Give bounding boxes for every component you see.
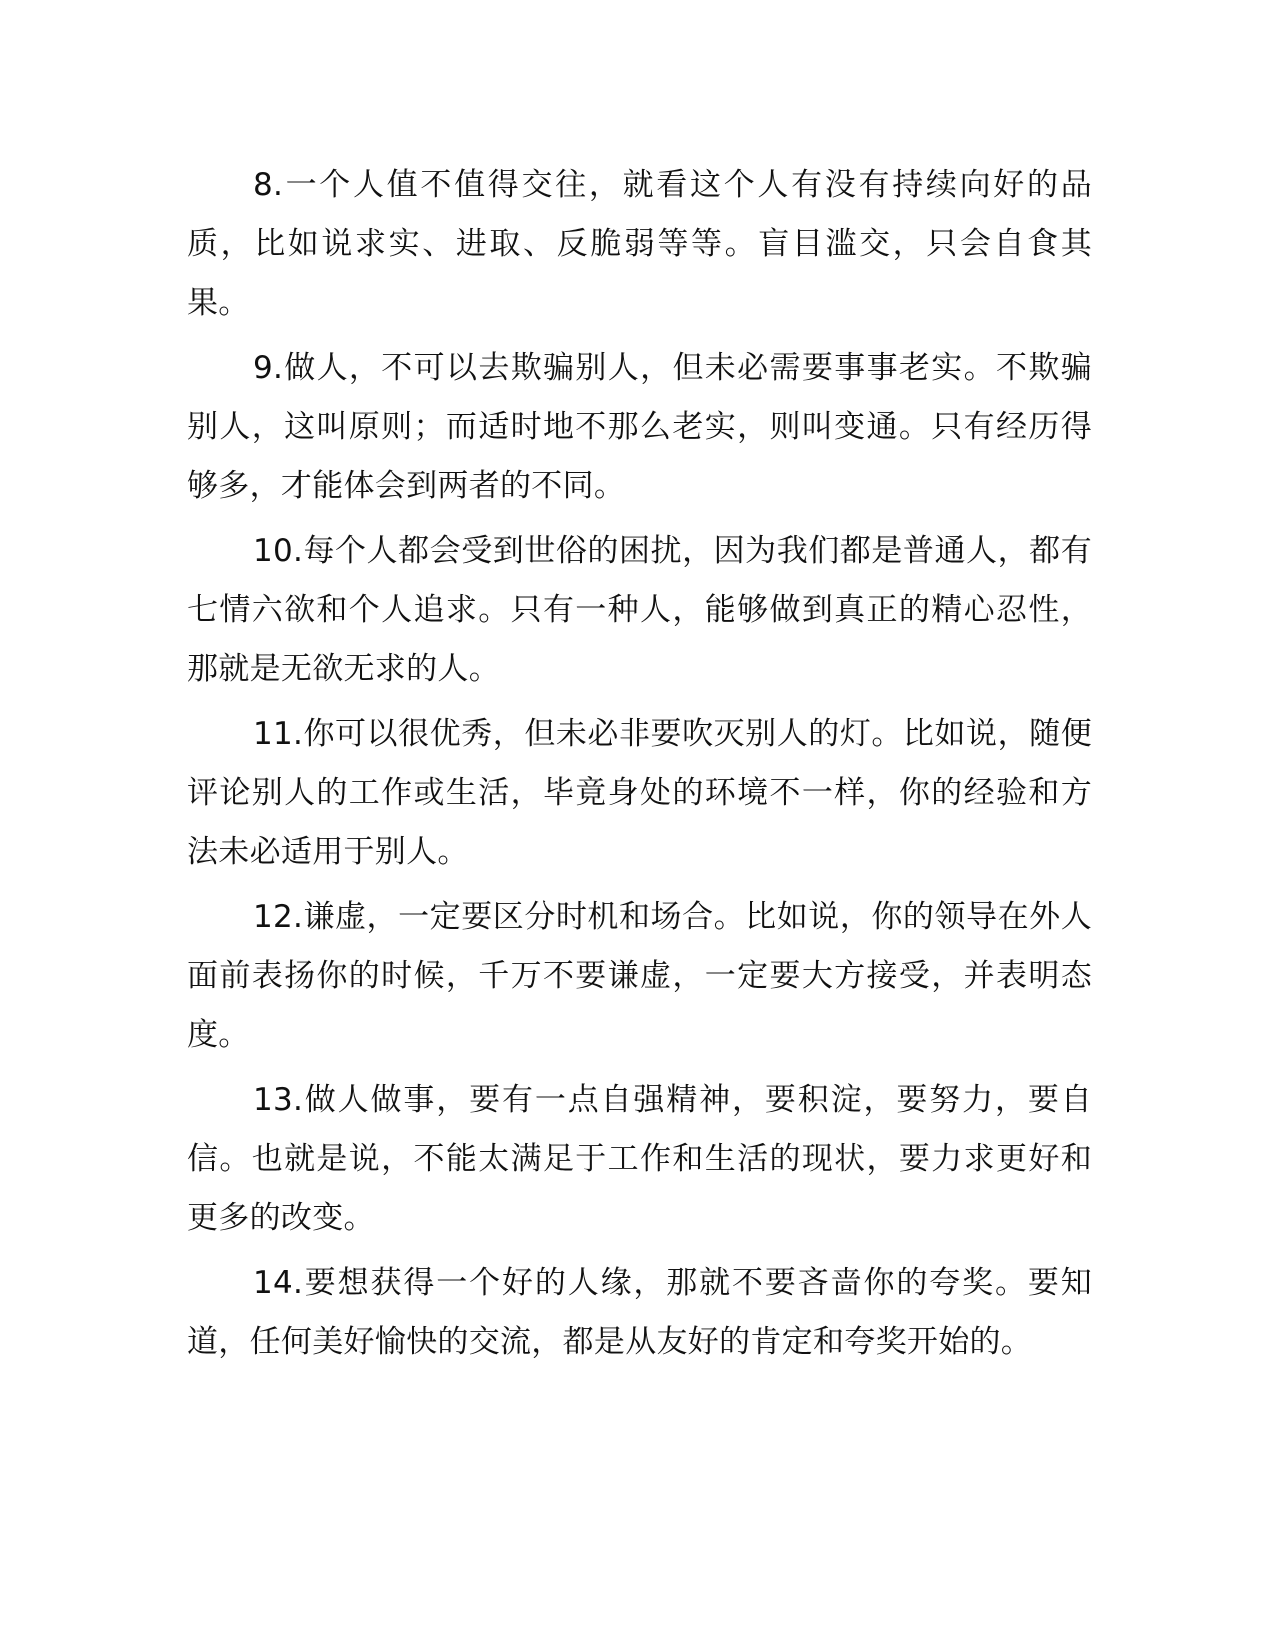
paragraph-10: 10.每个人都会受到世俗的困扰，因为我们都是普通人，都有七情六欲和个人追求。只有一种人，能够做到真正的精心忍性，那就是无欲无求的人。 xyxy=(187,533,1092,687)
document-body xyxy=(187,156,1092,1378)
paragraph-13: 13.做人做事，要有一点自强精神，要积淀，要努力，要自信。也就是说，不能太满足于工作和生活的现状，要力求更好和更多的改变。 xyxy=(187,1082,1092,1236)
paragraph-14: 14.要想获得一个好的人缘，那就不要吝啬你的夸奖。要知道，任何美好愉快的交流，都是从友好的肯定和夸奖开始的。 xyxy=(187,1265,1092,1360)
paragraph-12: 12.谦虚，一定要区分时机和场合。比如说，你的领导在外人面前表扬你的时候，千万不要谦虚，一定要大方接受，并表明态度。 xyxy=(187,899,1092,1053)
paragraph-11: 11.你可以很优秀，但未必非要吹灭别人的灯。比如说，随便评论别人的工作或生活，毕竟身处的环境不一样，你的经验和方法未必适用于别人。 xyxy=(187,716,1092,870)
paragraph-9: 9.做人，不可以去欺骗别人，但未必需要事事老实。不欺骗别人，这叫原则；而适时地不那么老实，则叫变通。只有经历得够多，才能体会到两者的不同。 xyxy=(187,350,1092,504)
paragraph-8: 8.一个人值不值得交往，就看这个人有没有持续向好的品质，比如说求实、进取、反脆弱等等。盲目滥交，只会自食其果。 xyxy=(187,167,1092,321)
